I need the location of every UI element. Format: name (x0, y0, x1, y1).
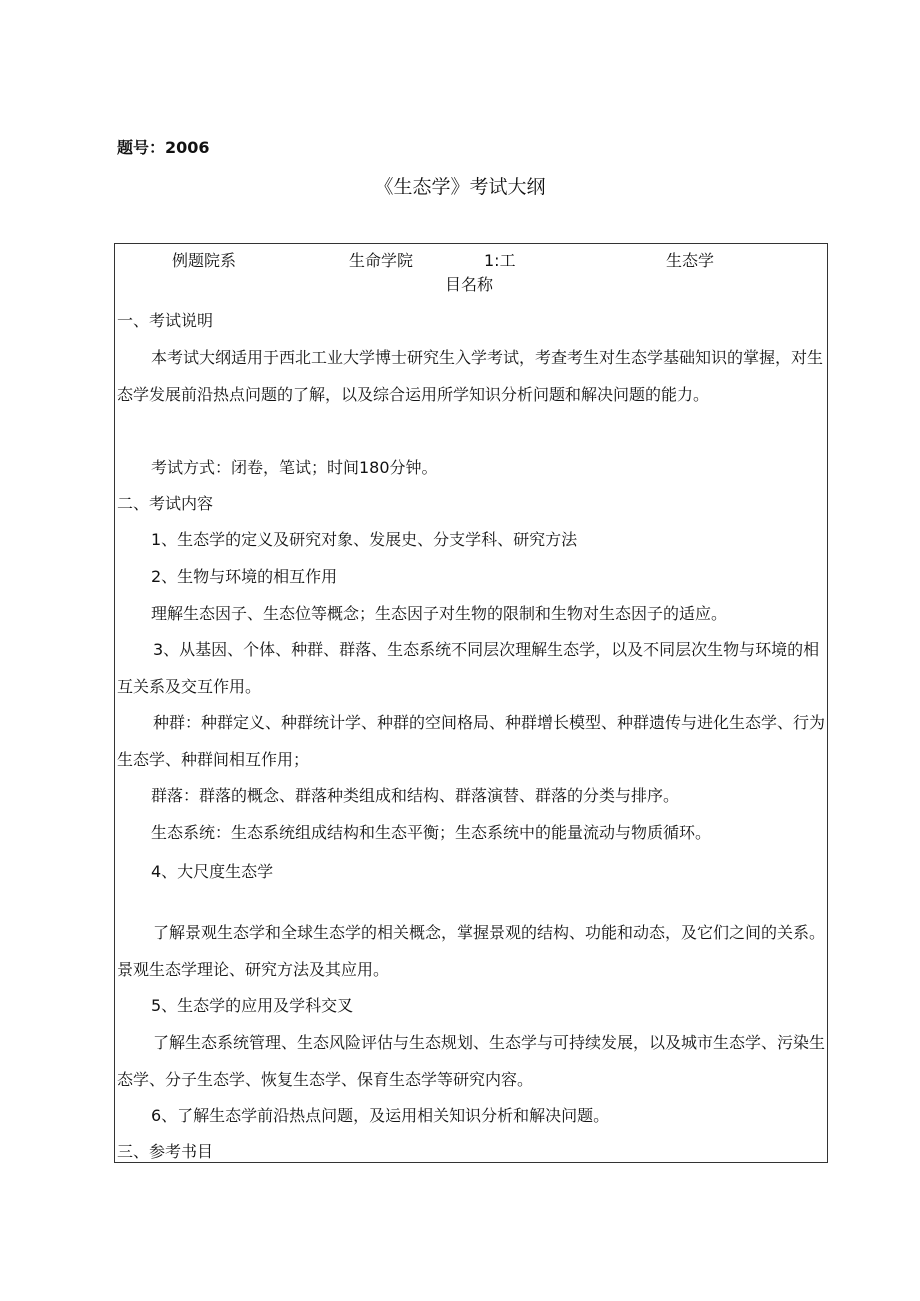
item-1: 1、生态学的定义及研究对象、发展史、分支学科、研究方法 (151, 530, 578, 549)
question-number: 题号：2006 (117, 138, 210, 157)
subject-value: 生态学 (666, 251, 715, 270)
section-2-heading: 二、考试内容 (117, 494, 214, 513)
subject-label-line2: 目名称 (445, 275, 494, 294)
section-1-paragraph: 本考试大纲适用于西北工业大学博士研究生入学考试，考查考生对生态学基础知识的掌握，对生态学发展前沿热点问题的了解，以及综合运用所学知识分析问题和解决问题的能力。 (117, 348, 824, 404)
item-3-community: 群落：群落的概念、群落种类组成和结构、群落演替、群落的分类与排序。 (151, 786, 680, 805)
item-5-text: 了解生态系统管理、生态风险评估与生态规划、生态学与可持续发展，以及城市生态学、污染生态学、分子生态学、恢复生态学、保育生态学等研究内容。 (117, 1033, 826, 1089)
subject-label-line1: 1:工 (484, 251, 516, 270)
item-4-heading: 4、大尺度生态学 (151, 862, 274, 881)
dept-value: 生命学院 (349, 251, 414, 270)
item-3-ecosystem: 生态系统：生态系统组成结构和生态平衡；生态系统中的能量流动与物质循环。 (151, 823, 712, 842)
document-title: 《生态学》考试大纲 (374, 176, 546, 198)
section-1-heading: 一、考试说明 (117, 311, 214, 330)
section-3-heading: 三、参考书目 (117, 1142, 214, 1161)
item-4-text: 了解景观生态学和全球生态学的相关概念，掌握景观的结构、功能和动态，及它们之间的关系。景观生态学理论、研究方法及其应用。 (117, 923, 826, 979)
item-3-population: 种群：种群定义、种群统计学、种群的空间格局、种群增长模型、种群遗传与进化生态学、行为生态学、种群间相互作用； (117, 713, 826, 769)
exam-format: 考试方式：闭卷，笔试；时间180分钟。 (151, 458, 438, 477)
item-2-heading: 2、生物与环境的相互作用 (151, 567, 338, 586)
item-5-heading: 5、生态学的应用及学科交叉 (151, 996, 354, 1015)
item-6: 6、了解生态学前沿热点问题，及运用相关知识分析和解决问题。 (151, 1106, 610, 1125)
item-2-text: 理解生态因子、生态位等概念；生态因子对生物的限制和生物对生态因子的适应。 (151, 604, 728, 623)
item-3: 3、从基因、个体、种群、群落、生态系统不同层次理解生态学，以及不同层次生物与环境的相互关系及交互作用。 (117, 640, 820, 696)
dept-label: 例题院系 (172, 251, 237, 270)
